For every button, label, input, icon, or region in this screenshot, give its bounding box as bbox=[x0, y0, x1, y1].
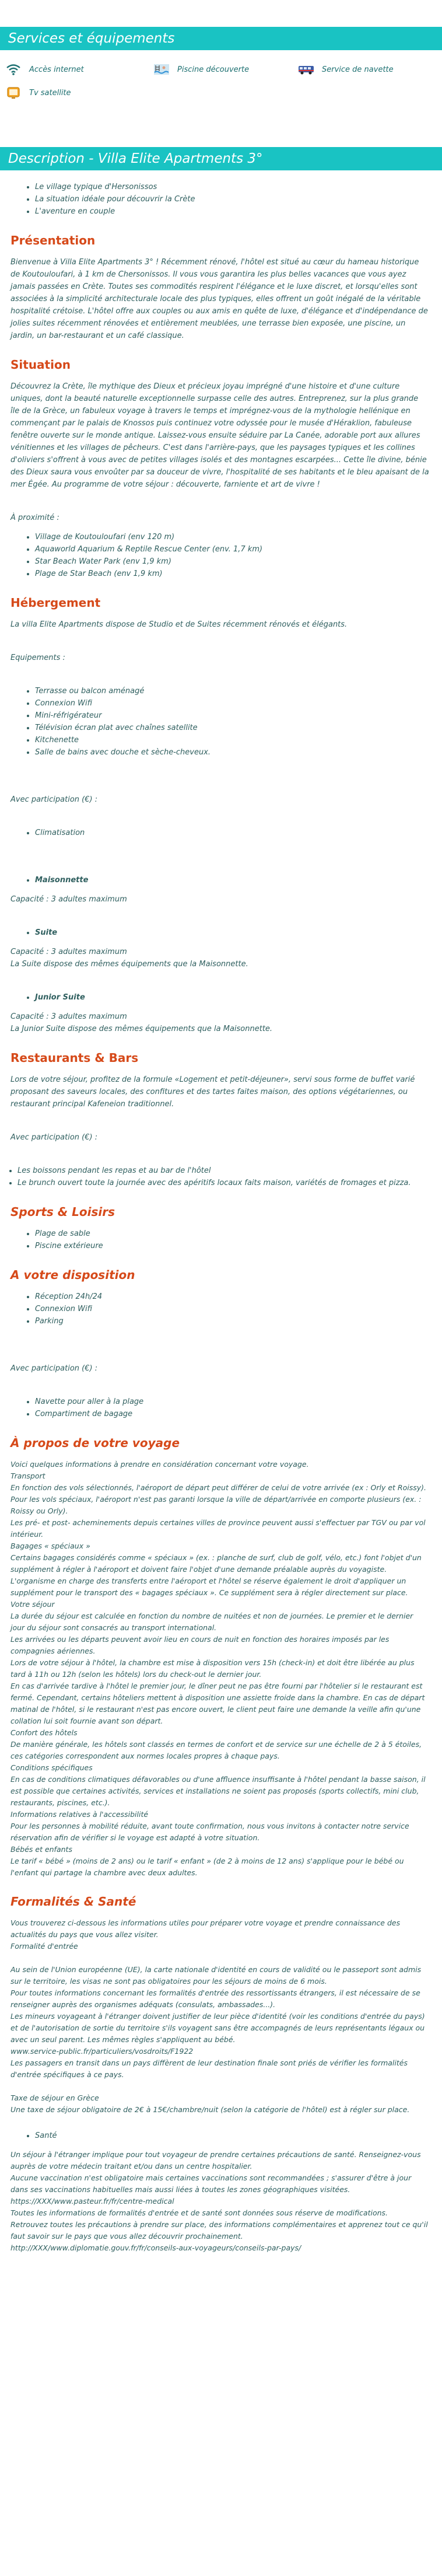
list-item: • Mini-réfrigérateur bbox=[35, 709, 429, 722]
page bbox=[0, 27, 442, 2254]
voyage-line: Confort des hôtels bbox=[10, 1728, 78, 1737]
voyage-text bbox=[10, 1459, 429, 1879]
equipments-list bbox=[10, 685, 429, 759]
list-item: • Star Beach Water Park (env 1,9 km) bbox=[35, 555, 429, 568]
health-line: Toutes les informations de formalités d'entrée et de santé sont données sous réserve de modifications. bbox=[10, 2208, 388, 2217]
hebergement-paid-list bbox=[10, 827, 429, 839]
service-label: Piscine découverte bbox=[177, 65, 250, 74]
list-item: • Réception 24h/24 bbox=[35, 1291, 429, 1303]
voyage-line: En cas d'arrivée tardive à l'hôtel le premier jour, le dîner peut ne pas être fourni par l'hôtelier si le restaurant est fermé. Cependant, certains hôteliers mettent à disposition une assiette froide dans la chambre. En cas de départ matinal de l'hôtel, si le restaurant n'est pas encore ouvert, le client peut faire une demande la veille afin qu'une collation lui soit fournie avant son départ. bbox=[10, 1682, 425, 1725]
room-maisonnette bbox=[10, 874, 429, 886]
health-text bbox=[10, 2149, 429, 2254]
service-pool bbox=[153, 63, 249, 76]
section-title-presentation: Présentation bbox=[10, 233, 96, 247]
section-title-formalites: Formalités & Santé bbox=[10, 1895, 136, 1909]
voyage-line: Les arrivées ou les départs peuvent avoir lieu en cours de nuit en fonction des horaires imposés par les compagnies aériennes. bbox=[10, 1635, 390, 1655]
service-label: Accès internet bbox=[29, 65, 84, 74]
health-line: https://XXX/www.pasteur.fr/fr/centre-medical bbox=[10, 2197, 174, 2205]
proximity-label: À proximité : bbox=[10, 513, 59, 522]
room-name: • Maisonnette bbox=[35, 874, 429, 886]
list-item: • Piscine extérieure bbox=[35, 1240, 429, 1252]
list-item: • Santé bbox=[35, 2130, 429, 2142]
list-item: • Télévision écran plat avec chaînes satellite bbox=[35, 722, 429, 734]
list-item: • Plage de Star Beach (env 1,9 km) bbox=[35, 568, 429, 580]
voyage-line: Votre séjour bbox=[10, 1600, 55, 1609]
hebergement-paid-label: Avec participation (€) : bbox=[10, 795, 98, 804]
section-title-restaurants: Restaurants & Bars bbox=[10, 1051, 139, 1065]
list-item: • Parking bbox=[35, 1315, 429, 1327]
disposition-list bbox=[10, 1291, 429, 1327]
restaurants-text: Lors de votre séjour, profitez de la formule «Logement et petit-déjeuner», servi sous forme de buffet varié proposant des saveurs locales, des confitures et des tartes faites maison, des options végétariennes, ou restaurant principal Kafeneion traditionnel. bbox=[10, 1075, 415, 1109]
voyage-line: Lors de votre séjour à l'hôtel, la chambre est mise à disposition vers 15h (check-in) et doit être libérée au plus tard à 11h ou 12h (selon les hôtels) lors du check-out le dernier jour. bbox=[10, 1658, 415, 1679]
restaurants-paid-list bbox=[10, 1165, 429, 1189]
formalites-line: www.service-public.fr/particuliers/vosdroits/F1922 bbox=[10, 2047, 194, 2056]
description-content bbox=[0, 181, 442, 2254]
room-name: • Suite bbox=[35, 927, 429, 939]
shuttle-bus-icon bbox=[297, 63, 315, 76]
room-suite bbox=[10, 927, 429, 939]
service-label: Service de navette bbox=[322, 65, 394, 74]
section-title-voyage: À propos de votre voyage bbox=[10, 1436, 180, 1450]
list-item: • Terrasse ou balcon aménagé bbox=[35, 685, 429, 697]
tv-icon bbox=[5, 86, 22, 99]
service-shuttle bbox=[297, 63, 394, 76]
voyage-line: Certains bagages considérés comme « spéciaux » (ex. : planche de surf, club de golf, vélo, etc.) font l'objet d'un supplément à régler à l'aéroport et doivent faire l'objet d'une demande préalable auprès du voyagiste. L'organisme en charge des transferts entre l'aéroport et l'hôtel se réserve également le droit d'appliquer un supplément pour le transport des « bagages spéciaux ». Ce supplément sera à régler directement sur place. bbox=[10, 1553, 422, 1597]
formalites-line bbox=[10, 2081, 429, 2092]
formalites-line: Au sein de l'Union européenne (UE), la carte nationale d'identité en cours de validité ou le passeport sont admis sur le territoire, les visas ne sont pas obligatoires pour les séjours de moins de 6 mois. bbox=[10, 1965, 422, 1986]
formalites-line: Pour toutes informations concernant les formalités d'entrée des ressortissants étrangers, il est nécessaire de se renseigner auprès des organismes adéquats (consulats, ambassades...). bbox=[10, 1988, 420, 2009]
list-item: • Navette pour aller à la plage bbox=[35, 1396, 429, 1408]
formalites-line: Taxe de séjour en Grèce bbox=[10, 2093, 99, 2102]
health-line: Retrouvez toutes les précautions à prendre sur place, des informations complémentaires et apprenez tout ce qu'il faut savoir sur le pays que vous allez découvrir prochainement. bbox=[10, 2220, 428, 2241]
situation-text: Découvrez la Crète, île mythique des Dieux et précieux joyau imprégné d'une histoire et d'une culture uniques, dont la beauté naturelle exceptionnelle surpasse celle des autres. Entreprenez, sur la plus grande île de la Grèce, un fabuleux voyage à travers le temps et imprégnez-vous de la mythologie hellénique en commençant par le palais de Knossos puis continuez votre odyssée pour le musée d'Héraklion, fabuleuse fenêtre ouverte sur le monde antique. Laissez-vous ensuite séduire par La Canée, adorable port aux allures vénitiennes et les villages de pêcheurs. C'est dans l'arrière-pays, que les paysages typiques et les collines d'oliviers s'offrent à vous avec de petites villages isolés et des montagnes escarpées... Cette île divine, bénie des Dieux saura vous envoûter par sa douceur de vivre, l'hospitalité de ses habitants et le bleu apaisant de la mer Égée. Au programme de votre séjour : découverte, farniente et art de vivre ! bbox=[10, 382, 429, 489]
voyage-line: Les pré- et post- acheminements depuis certaines villes de province peuvent aussi s'effectuer par TGV ou par vol intérieur. bbox=[10, 1518, 426, 1539]
health-line: Aucune vaccination n'est obligatoire mais certaines vaccinations sont recommandées ; s'assurer d'être à jour dans ses vaccinations habituelles mais aussi liées à toutes les zones géographiques visitées. bbox=[10, 2173, 412, 2194]
description-header: Description - Villa Elite Apartments 3° bbox=[0, 147, 442, 170]
voyage-line: Bagages « spéciaux » bbox=[10, 1542, 90, 1550]
highlights-list bbox=[10, 181, 429, 218]
room-junior-suite bbox=[10, 991, 429, 1004]
disposition-paid-label: Avec participation (€) : bbox=[10, 1364, 98, 1373]
section-title-situation: Situation bbox=[10, 358, 71, 372]
room-capacity: Capacité : 3 adultes maximum bbox=[10, 895, 127, 904]
formalites-line: Les passagers en transit dans un pays diffèrent de leur destination finale sont priés de vérifier les formalités d'entrée spécifiques à ce pays. bbox=[10, 2058, 408, 2079]
pool-icon bbox=[153, 63, 170, 76]
room-capacity: Capacité : 3 adultes maximum bbox=[10, 948, 127, 956]
disposition-paid-list bbox=[10, 1396, 429, 1420]
formalites-line: Les mineurs voyageant à l'étranger doivent justifier de leur pièce d'identité (voir les conditions d'entrée du pays) et de l'autorisation de sortie du territoire s'ils voyagent sans être accompagnés de leurs représentants légaux ou avec un seul parent. Les mêmes règles s'appliquent au bébé. bbox=[10, 2012, 425, 2044]
formalites-line: Vous trouverez ci-dessous les informations utiles pour préparer votre voyage et prendre connaissance des actualités du pays que vous allez visiter. bbox=[10, 1918, 401, 1939]
list-item: • Climatisation bbox=[35, 827, 429, 839]
list-item: • Salle de bains avec douche et sèche-cheveux. bbox=[35, 746, 429, 759]
list-item: • Les boissons pendant les repas et au bar de l'hôtel bbox=[17, 1165, 429, 1177]
services-header: Services et équipements bbox=[0, 27, 442, 50]
list-item: • Le brunch ouvert toute la journée avec des apéritifs locaux faits maison, variétés de fromages et pizza. bbox=[17, 1177, 429, 1189]
room-capacity: Capacité : 3 adultes maximum bbox=[10, 1012, 127, 1021]
presentation-text: Bienvenue à Villa Elite Apartments 3° ! Récemment rénové, l'hôtel est situé au cœur du hameau historique de Koutouloufari, à 1 km de Chersonissos. Il vous vous garantira les plus belles vacances que vous ayez jamais passées en Crète. Toutes ses commodités respirent l'élégance et le luxe discret, et lorsqu'elles sont associées à la simplicité architecturale locale des plus typiques, elles offrent un goût inégalé de la véritable hospitalité crétoise. L'hôtel offre aux couples ou aux amis en quête de luxe, d'élégance et d'indépendance de jolies suites récemment rénovées et entièrement meublées, une terrasse bien exposée, une piscine, un jardin, un bar-restaurant et un café classique. bbox=[10, 258, 428, 340]
restaurants-paid-label: Avec participation (€) : bbox=[10, 1133, 98, 1142]
list-item: • Village de Koutouloufari (env 120 m) bbox=[35, 531, 429, 543]
list-item: • L'aventure en couple bbox=[35, 205, 429, 218]
voyage-line: Transport bbox=[10, 1471, 45, 1480]
health-list bbox=[10, 2130, 429, 2142]
formalites-line: Formalité d'entrée bbox=[10, 1942, 78, 1951]
room-note: La Junior Suite dispose des mêmes équipements que la Maisonnette. bbox=[10, 1025, 273, 1033]
list-item: • Le village typique d'Hersonissos bbox=[35, 181, 429, 193]
list-item: • Connexion Wifi bbox=[35, 697, 429, 709]
section-title-hebergement: Hébergement bbox=[10, 596, 101, 610]
service-internet bbox=[5, 63, 84, 76]
voyage-line: Le tarif « bébé » (moins de 2 ans) ou le tarif « enfant » (de 2 à moins de 12 ans) s'applique pour le bébé ou l'enfant qui partage la chambre avec deux adultes. bbox=[10, 1857, 404, 1877]
list-item: • La situation idéale pour découvrir la Crète bbox=[35, 193, 429, 205]
voyage-line: En cas de conditions climatiques défavorables ou d'une affluence insuffisante à l'hôtel pendant la basse saison, il est possible que certaines activités, services et installations ne soient pas proposés (sports collectifs, mini club, restaurants, piscines, etc.). bbox=[10, 1775, 426, 1807]
hebergement-text: La villa Elite Apartments dispose de Studio et de Suites récemment rénovés et élégants. bbox=[10, 620, 348, 629]
service-tv bbox=[5, 86, 71, 99]
services-list bbox=[0, 61, 442, 121]
list-item: • Connexion Wifi bbox=[35, 1303, 429, 1315]
health-line: http://XXX/www.diplomatie.gouv.fr/fr/conseils-aux-voyageurs/conseils-par-pays/ bbox=[10, 2243, 301, 2252]
list-item: • Kitchenette bbox=[35, 734, 429, 746]
list-item: • Plage de sable bbox=[35, 1228, 429, 1240]
voyage-line: La durée du séjour est calculée en fonction du nombre de nuitées et non de journées. Le premier et le dernier jour du séjour sont consacrés au transport international. bbox=[10, 1612, 413, 1632]
formalites-text bbox=[10, 1917, 429, 2116]
health-line: Un séjour à l'étranger implique pour tout voyageur de prendre certaines précautions de santé. Renseignez-vous auprès de votre médecin traitant et/ou dans un centre hospitalier. bbox=[10, 2150, 421, 2170]
formalites-line bbox=[10, 1952, 429, 1964]
voyage-line: Informations relatives à l'accessibilité bbox=[10, 1810, 149, 1819]
section-title-sports: Sports & Loisirs bbox=[10, 1205, 115, 1219]
voyage-line: Conditions spécifiques bbox=[10, 1763, 93, 1772]
section-title-disposition: A votre disposition bbox=[10, 1268, 135, 1282]
list-item: • Compartiment de bagage bbox=[35, 1408, 429, 1420]
voyage-line: Voici quelques informations à prendre en considération concernant votre voyage. bbox=[10, 1460, 309, 1469]
wifi-icon bbox=[5, 63, 22, 76]
voyage-line: Pour les personnes à mobilité réduite, avant toute confirmation, nous vous invitons à contacter notre service réservation afin de vérifier si le voyage est adapté à votre situation. bbox=[10, 1822, 409, 1842]
formalites-line: Une taxe de séjour obligatoire de 2€ à 15€/chambre/nuit (selon la catégorie de l'hôtel) est à régler sur place. bbox=[10, 2105, 410, 2114]
sports-list bbox=[10, 1228, 429, 1252]
equipments-label: Equipements : bbox=[10, 653, 65, 662]
voyage-line: Bébés et enfants bbox=[10, 1845, 72, 1854]
voyage-line: De manière générale, les hôtels sont classés en termes de confort et de service sur une échelle de 2 à 5 étoiles, ces catégories correspondent aux normes locales propres à chaque pays. bbox=[10, 1740, 422, 1760]
proximity-list bbox=[10, 531, 429, 580]
voyage-line: En fonction des vols sélectionnés, l'aéroport de départ peut différer de celui de votre arrivée (ex : Orly et Roissy). Pour les vols spéciaux, l'aéroport n'est pas garanti lorsque la ville de départ/arrivée en comporte plusieurs (ex. : Roissy ou Orly). bbox=[10, 1483, 426, 1515]
room-name: • Junior Suite bbox=[35, 991, 429, 1004]
list-item: • Aquaworld Aquarium & Reptile Rescue Center (env. 1,7 km) bbox=[35, 543, 429, 555]
service-label: Tv satellite bbox=[29, 88, 71, 97]
room-note: La Suite dispose des mêmes équipements que la Maisonnette. bbox=[10, 960, 248, 969]
